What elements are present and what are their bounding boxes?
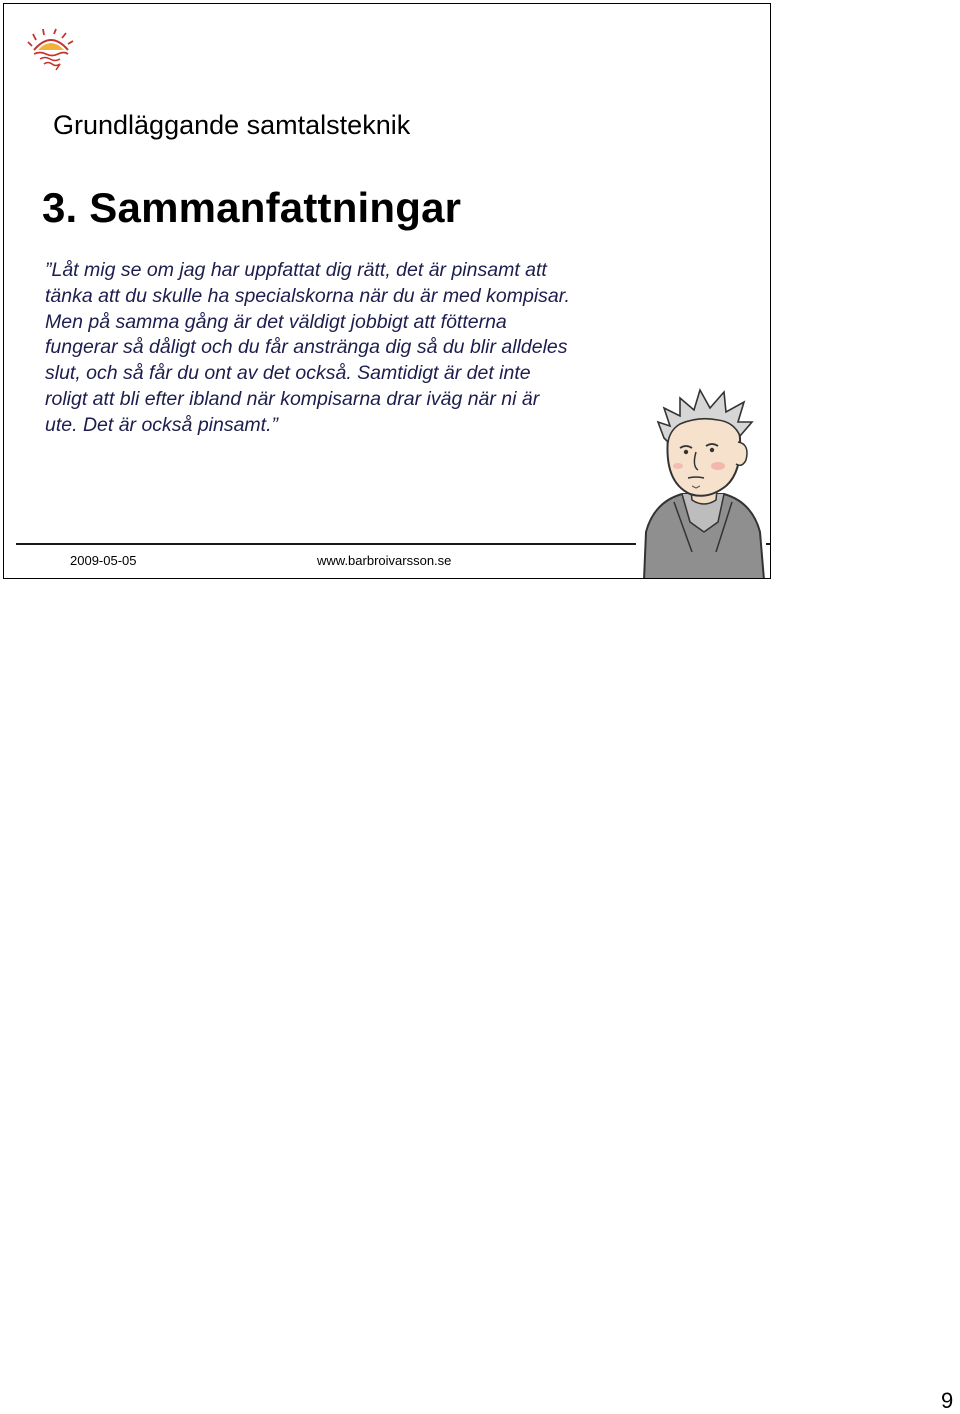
cartoon-man-icon — [634, 382, 771, 579]
quote-line: Men på samma gång är det väldigt jobbigt att fötterna — [45, 310, 507, 333]
quote-line: roligt att bli efter ibland när kompisarna drar iväg när ni är — [45, 387, 540, 410]
quote-line: slut, och så får du ont av det också. Samtidigt är det inte — [45, 362, 531, 385]
footer-website: www.barbroivarsson.se — [317, 553, 452, 568]
quote-line: ute. Det är också pinsamt.” — [45, 413, 279, 436]
footer-date: 2009-05-05 — [70, 553, 137, 568]
page-number: 9 — [941, 1388, 954, 1413]
quote-line: fungerar så dåligt och du får anstränga dig så du blir alldeles — [45, 336, 568, 359]
quote-line: tänka att du skulle ha specialskorna när du är med kompisar. — [45, 284, 570, 307]
presentation-subtitle: Grundläggande samtalsteknik — [53, 110, 411, 140]
footer-divider — [16, 543, 636, 545]
sun-logo-icon — [26, 28, 76, 74]
quote-line: ”Låt mig se om jag har uppfattat dig rätt, det är pinsamt att — [45, 259, 547, 281]
slide-heading: 3. Sammanfattningar — [42, 184, 462, 231]
slide — [3, 3, 771, 579]
quote-paragraph — [45, 258, 645, 439]
